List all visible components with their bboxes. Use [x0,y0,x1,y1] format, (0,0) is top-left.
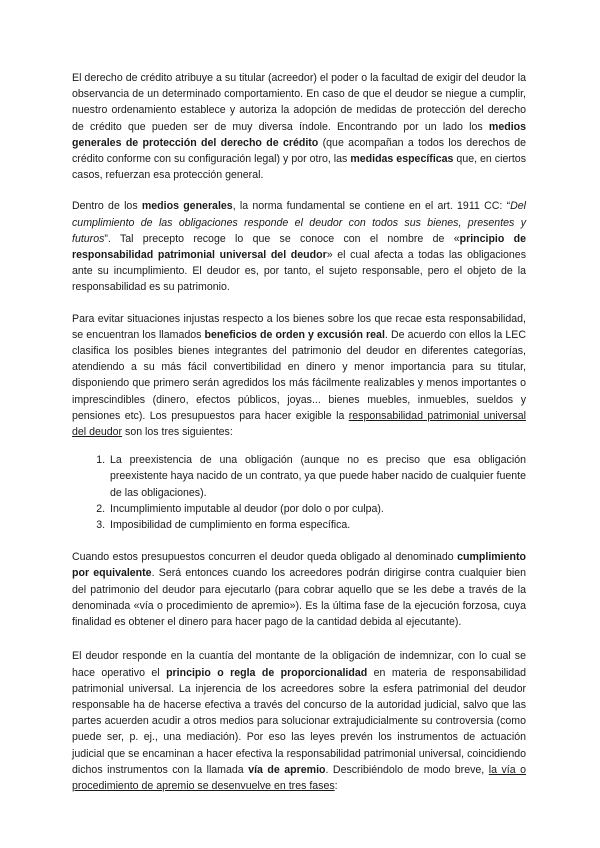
text-run: . De acuerdo con ellos la LEC clasifica los posibles bienes integrantes del patrimonio del deudor en diferentes categorías, atendiendo a su más fácil convertibilidad en dinero y menor importancia para su titular, disponiendo que primero serán agredidos los más fácilmente realizables y menos importantes o imprescindibles (dinero, efectos públicos, joyas... bienes muebles, inmuebles, sueldos y pensiones etc). Los presupuestos para hacer exigible la [72,328,526,422]
text-run: ”. Tal precepto recoge lo que se conoce con el nombre de « [104,232,460,245]
bold-term: principio o regla de proporcionalidad [166,666,368,679]
text-run: que, en ciertos casos, refuerzan esa protección general. [72,153,526,182]
list-item: 2. Incumplimiento imputable al deudor (por dolo o por culpa). [108,501,526,517]
text-run: en materia de responsabilidad patrimonial universal. La injerencia de los acreedores sobre la esfera patrimonial del deudor responsable ha de hacerse efectiva a través del concurso de la autoridad judicial, salvo que las partes acuerden acudir a otros medios para solucionar extrajudicialmente su controversia (como puede ser, p. ej., una mediación). Por eso las leyes prevén los instrumentos de actuación judicial que se encaminan a hacer efectiva la responsabilidad patrimonial universal, coincidiendo dichos instrumentos con la llamada [72,666,526,776]
bold-term: medidas específicas [350,153,454,166]
text-run: El derecho de crédito atribuye a su titular (acreedor) el poder o la facultad de exigir del deudor la observancia de un determinado comportamiento. En caso de que el deudor se niegue a cumplir, nuestro ordenamiento establece y autoriza la adopción de medidas de protección del derecho de crédito que pueden ser de muy diversa índole. Encontrando por un lado los [72,72,526,133]
list-item: 1. La preexistencia de una obligación (aunque no es preciso que esa obligación preexistente haya nacido de un contrato, ya que puede haber nacido de cualquier fuente de las obligaciones). [108,452,526,501]
paragraph-credit-right [72,70,526,183]
text-run: Para evitar situaciones injustas respecto a los bienes sobre los que recae esta responsabilidad, se encuentran los llamados [72,312,526,341]
italic-quote: Del cumplimiento de las obligaciones responde el deudor con todos sus bienes, presentes y futuros [72,200,527,245]
text-run: , la norma fundamental se contiene en el art. 1911 CC: “ [232,200,511,213]
underlined-term: responsabilidad patrimonial universal del deudor [72,409,526,439]
text-run: El deudor responde en la cuantía del montante de la obligación de indemnizar, con lo cual se hace operativo el [72,650,526,679]
bold-term: medios generales [141,200,233,213]
list-item: 3. Imposibilidad de cumplimiento en forma específica. [108,517,526,533]
paragraph-general-means [72,198,526,295]
text-run: . Describiéndolo de modo breve, [325,763,489,776]
bold-term: beneficios de orden y excusión real [204,328,385,341]
text-run: » el cual afecta a todas las obligaciones ante su incumplimiento. El deudor es, por tanto, el sujeto responsable, pero el objeto de la responsabilidad es su patrimonio. [72,249,526,294]
text-run: (que acompañan a todos los derechos de crédito conforme con su configuración legal) y por otro, las [72,136,526,166]
bold-term: vía de apremio [248,763,326,776]
bold-term: medios generales de protección del derecho de crédito [72,120,526,149]
paragraph-benefits [72,311,526,441]
requirements-list [72,452,526,533]
paragraph-equivalent-performance [72,549,526,630]
text-run: son los tres siguientes: [122,426,233,439]
text-run: : [334,779,338,792]
bold-term: principio de responsabilidad patrimonial universal del deudor [72,232,526,262]
underlined-term: la vía o procedimiento de apremio se desenvuelve en tres fases [72,763,526,792]
text-run: . Será entonces cuando los acreedores podrán dirigirse contra cualquier bien del patrimonio del deudor para ejecutarlo (para cobrar aquello que se les debe a través de la denominada «vía o procedimiento de apremio»). Es la última fase de la ejecución forzosa, cuya finalidad es obtener el dinero para hacer pago de la cantidad debida al ejecutante). [72,567,526,629]
bold-term: cumplimiento por equivalente [72,551,526,580]
paragraph-proportionality [72,648,526,794]
text-run: Dentro de los [72,200,142,213]
text-run: Cuando estos presupuestos concurren el deudor queda obligado al denominado [72,551,458,564]
